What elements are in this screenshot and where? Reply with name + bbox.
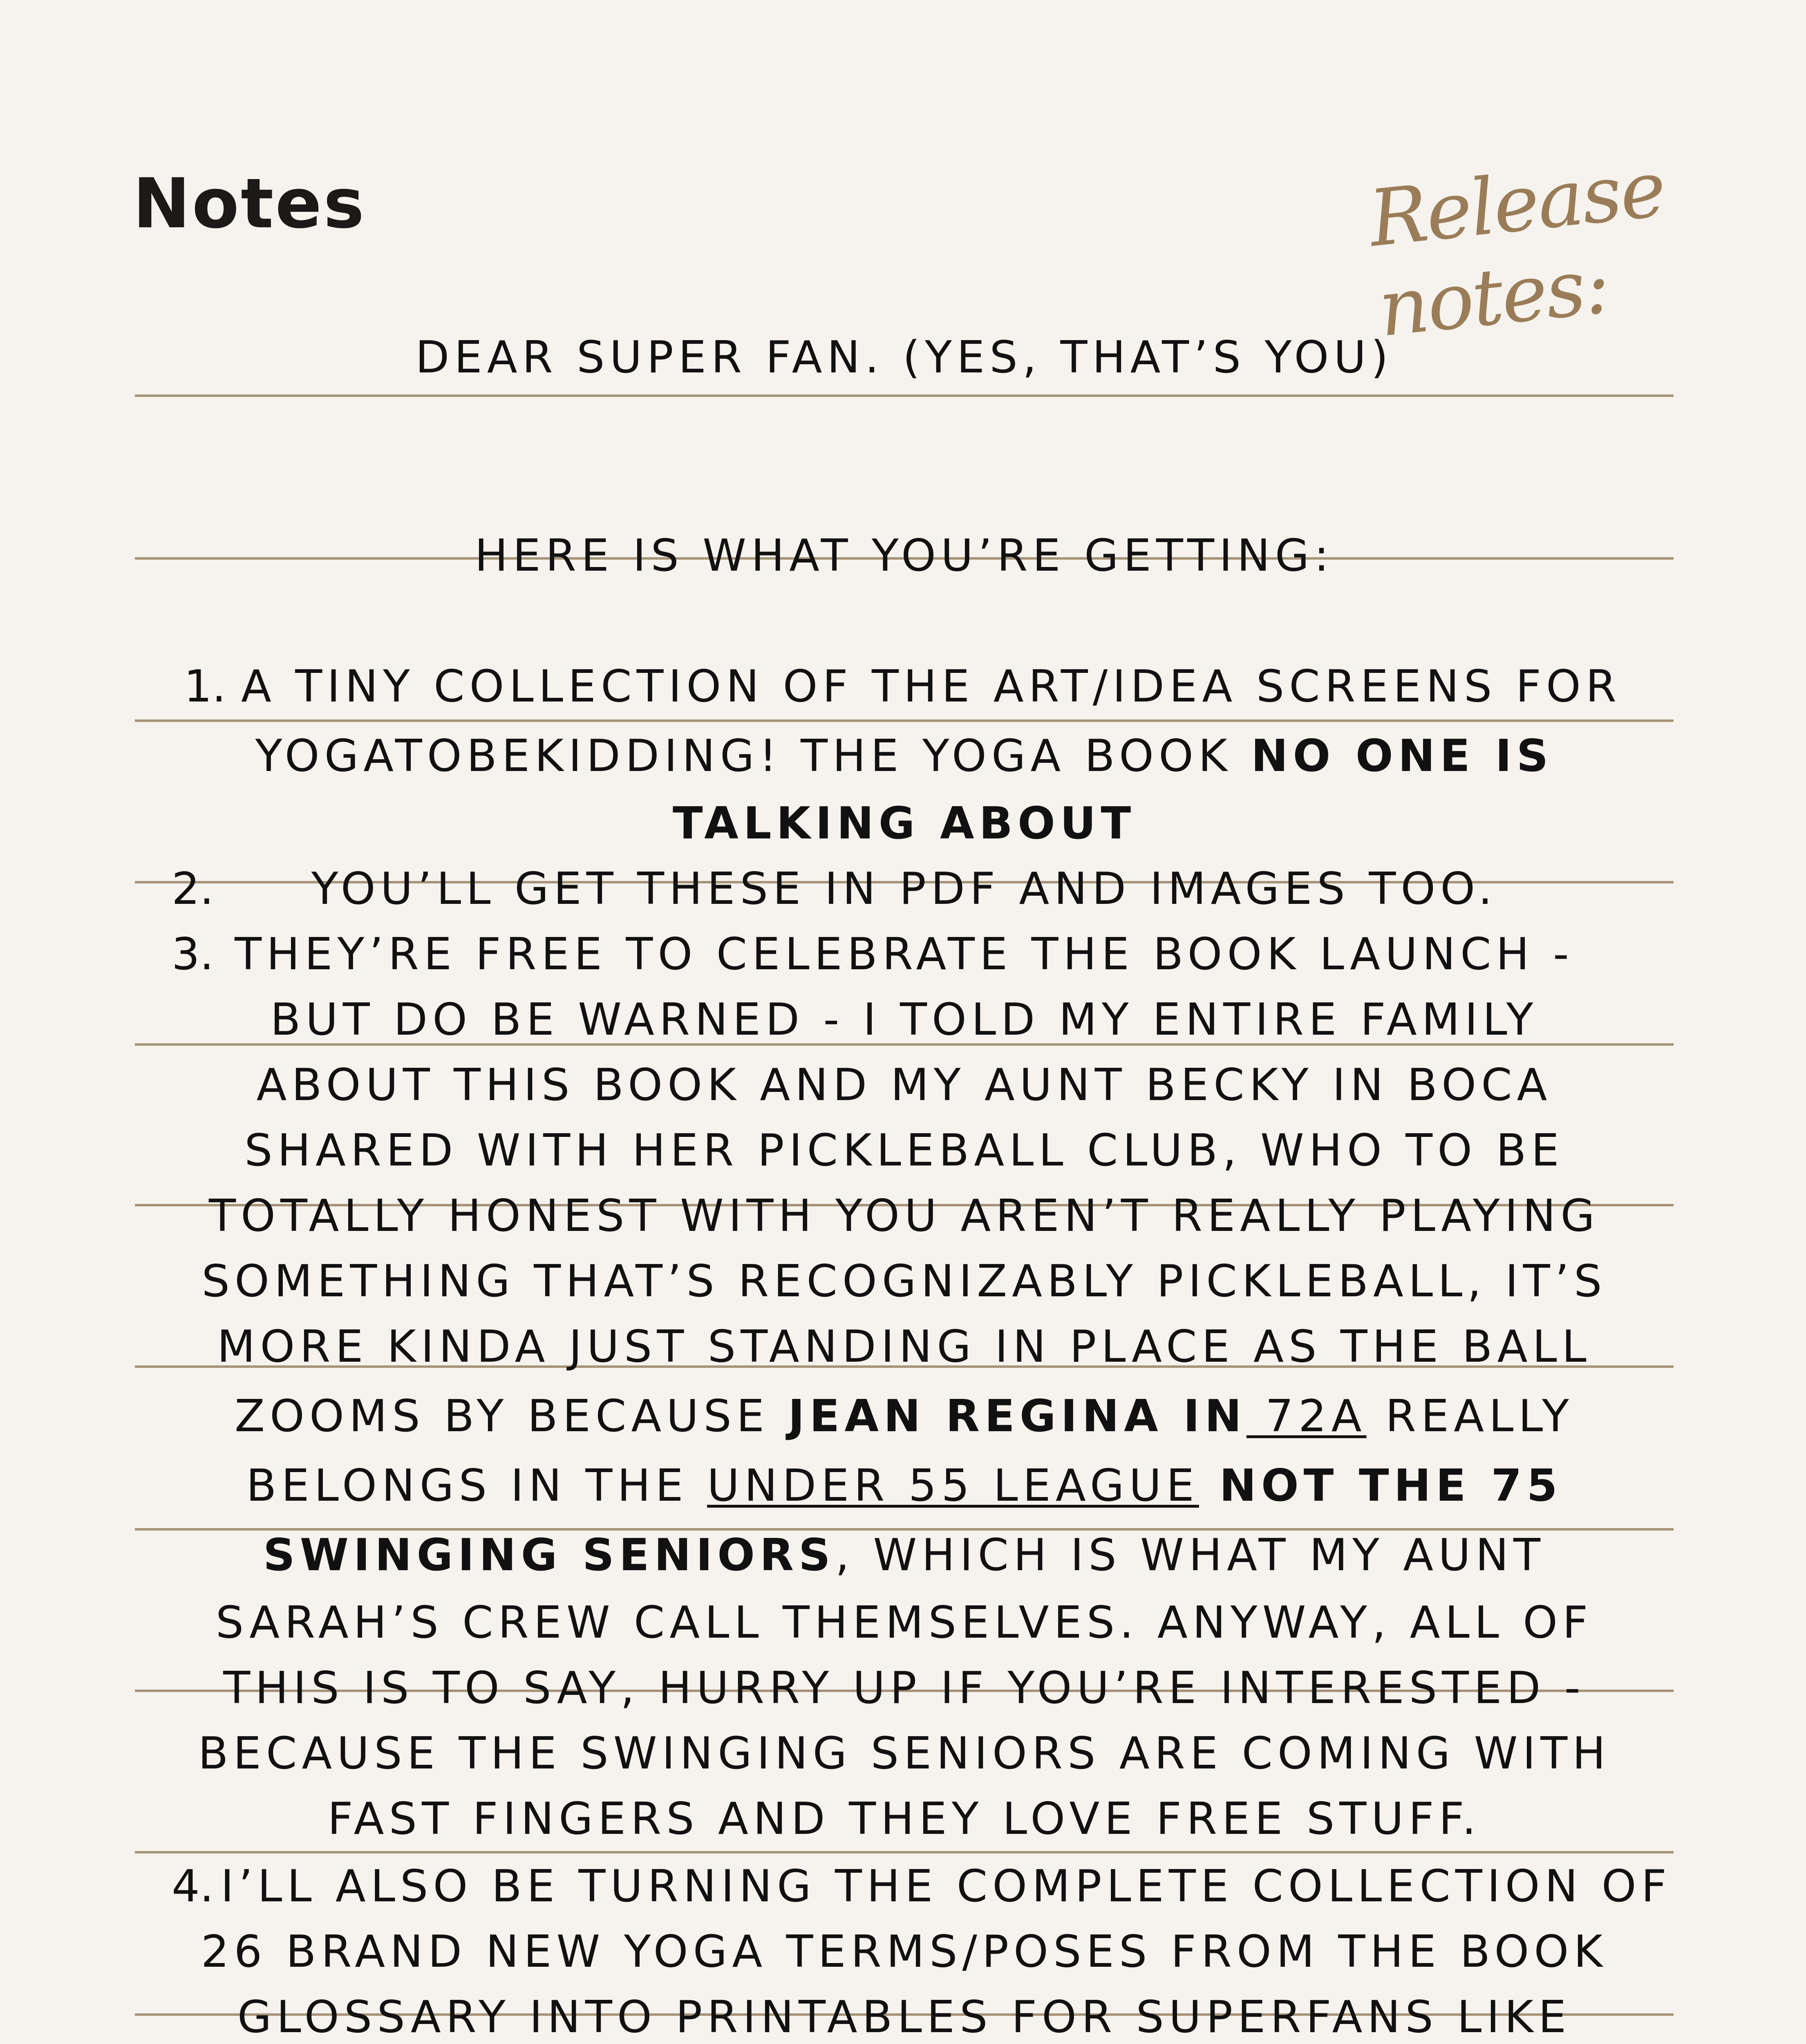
list-item-text: SARAH’S CREW CALL THEMSELVES. ANYWAY, ALL OF (215, 1597, 1593, 1648)
ruled-line (135, 719, 1674, 722)
list-item-text: BELONGS IN THE UNDER 55 LEAGUE NOT THE 75 (246, 1460, 1562, 1511)
list-number: 3. (172, 929, 214, 980)
list-item-text: MORE KINDA JUST STANDING IN PLACE AS THE BALL (217, 1321, 1591, 1372)
release-notes-script-title: Release notes: (1365, 143, 1669, 354)
list-number: 2. (172, 863, 214, 914)
list-item-text: BUT DO BE WARNED - I TOLD MY ENTIRE FAMILY (270, 994, 1538, 1045)
list-item-text: TOTALLY HONEST WITH YOU AREN’T REALLY PLAYING (208, 1190, 1600, 1242)
list-item-text: BECAUSE THE SWINGING SENIORS ARE COMING WITH (198, 1728, 1611, 1779)
list-item-text: SHARED WITH HER PICKLEBALL CLUB, WHO TO BE (244, 1125, 1564, 1176)
list-item-text: THIS IS TO SAY, HURRY UP IF YOU’RE INTERESTED - (223, 1663, 1585, 1714)
intro-line: HERE IS WHAT YOU’RE GETTING: (474, 530, 1334, 581)
list-item-text: I’LL ALSO BE TURNING THE COMPLETE COLLECTION OF (221, 1861, 1672, 1912)
list-item-text: SWINGING SENIORS, WHICH IS WHAT MY AUNT (263, 1530, 1545, 1581)
list-number: 1. (184, 661, 226, 712)
list-item-text: THEY’RE FREE TO CELEBRATE THE BOOK LAUNCH - (235, 929, 1574, 980)
list-item-text: TALKING ABOUT (672, 798, 1136, 849)
list-item-text: A TINY COLLECTION OF THE ART/IDEA SCREENS FOR (241, 661, 1621, 712)
list-item-text: GLOSSARY INTO PRINTABLES FOR SUPERFANS LIKE (237, 1992, 1571, 2043)
list-item-text: ABOUT THIS BOOK AND MY AUNT BECKY IN BOCA (256, 1060, 1552, 1111)
list-item-text: FAST FINGERS AND THEY LOVE FREE STUFF. (327, 1793, 1481, 1845)
ruled-line (135, 394, 1674, 397)
list-item-text: SOMETHING THAT’S RECOGNIZABLY PICKLEBALL, IT’S (201, 1256, 1607, 1307)
list-item-text: YOGATOBEKIDDING! THE YOGA BOOK NO ONE IS (255, 731, 1553, 782)
list-item-text: YOU’LL GET THESE IN PDF AND IMAGES TOO. (311, 863, 1497, 914)
list-item-text: 26 BRAND NEW YOGA TERMS/POSES FROM THE BOOK (201, 1926, 1608, 1977)
greeting-line: DEAR SUPER FAN. (YES, THAT’S YOU) (415, 332, 1393, 383)
list-number: 4. (172, 1861, 214, 1912)
page-title: Notes (133, 164, 366, 244)
list-item-text: ZOOMS BY BECAUSE JEAN REGINA IN 72A REALLY (235, 1391, 1574, 1442)
